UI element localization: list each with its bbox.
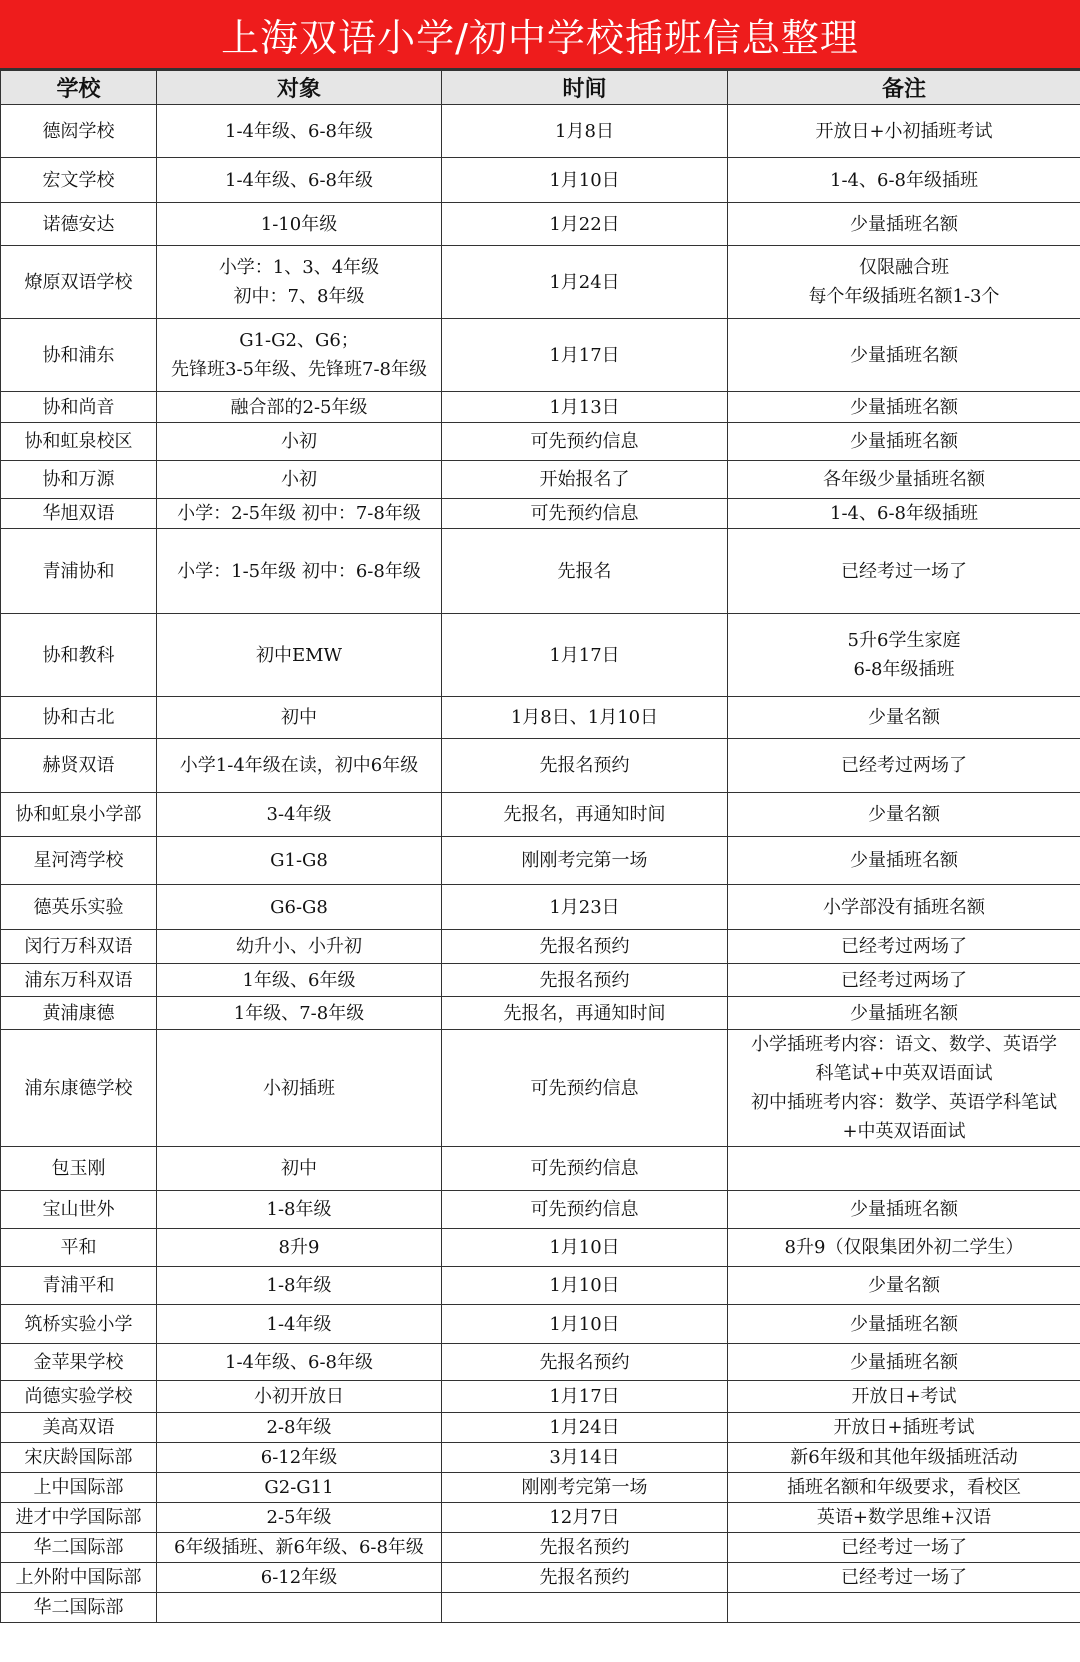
table-row — [1, 1473, 1080, 1503]
cell-time: 1月17日 — [442, 614, 728, 697]
table-row — [1, 793, 1080, 837]
cell-note: 开放日+考试 — [728, 1381, 1080, 1413]
cell-note: 已经考过两场了 — [728, 964, 1080, 997]
cell-time: 刚刚考完第一场 — [442, 1473, 728, 1503]
table-row — [1, 1533, 1080, 1563]
cell-target: 小学：2-5年级 初中：7-8年级 — [157, 499, 442, 529]
column-header-target: 对象 — [157, 71, 442, 105]
cell-school: 筑桥实验小学 — [1, 1305, 157, 1344]
cell-school: 上中国际部 — [1, 1473, 157, 1503]
table-row — [1, 1229, 1080, 1267]
cell-target: 小学：1-5年级 初中：6-8年级 — [157, 529, 442, 614]
cell-time: 开始报名了 — [442, 461, 728, 499]
cell-note: 少量插班名额 — [728, 319, 1080, 392]
cell-note: 少量名额 — [728, 697, 1080, 739]
cell-time: 可先预约信息 — [442, 1191, 728, 1229]
cell-school: 星河湾学校 — [1, 837, 157, 885]
cell-note: 少量插班名额 — [728, 203, 1080, 246]
cell-target: 1-8年级 — [157, 1267, 442, 1305]
table-row — [1, 997, 1080, 1030]
cell-time: 先报名，再通知时间 — [442, 793, 728, 837]
cell-note: 开放日+小初插班考试 — [728, 105, 1080, 158]
cell-target — [157, 1593, 442, 1623]
cell-target: G1-G8 — [157, 837, 442, 885]
cell-school: 黄浦康德 — [1, 997, 157, 1030]
cell-time: 可先预约信息 — [442, 423, 728, 461]
cell-school: 华二国际部 — [1, 1533, 157, 1563]
cell-school: 包玉刚 — [1, 1147, 157, 1191]
cell-school: 美高双语 — [1, 1413, 157, 1443]
cell-target: 3-4年级 — [157, 793, 442, 837]
cell-school: 协和浦东 — [1, 319, 157, 392]
cell-note: 新6年级和其他年级插班活动 — [728, 1443, 1080, 1473]
cell-note: 仅限融合班 每个年级插班名额1-3个 — [728, 246, 1080, 319]
cell-school: 协和教科 — [1, 614, 157, 697]
cell-school: 进才中学国际部 — [1, 1503, 157, 1533]
table-row — [1, 885, 1080, 930]
cell-target: 融合部的2-5年级 — [157, 392, 442, 423]
cell-time: 刚刚考完第一场 — [442, 837, 728, 885]
cell-target: 2-5年级 — [157, 1503, 442, 1533]
cell-note: 5升6学生家庭 6-8年级插班 — [728, 614, 1080, 697]
cell-target: 8升9 — [157, 1229, 442, 1267]
cell-note: 开放日+插班考试 — [728, 1413, 1080, 1443]
cell-note: 插班名额和年级要求，看校区 — [728, 1473, 1080, 1503]
cell-note — [728, 1593, 1080, 1623]
table-row — [1, 105, 1080, 158]
cell-school: 协和尚音 — [1, 392, 157, 423]
cell-school: 宏文学校 — [1, 158, 157, 203]
cell-note: 少量名额 — [728, 793, 1080, 837]
cell-target: 1-10年级 — [157, 203, 442, 246]
table-row — [1, 837, 1080, 885]
cell-note: 已经考过一场了 — [728, 1533, 1080, 1563]
cell-note: 已经考过一场了 — [728, 529, 1080, 614]
cell-note: 已经考过一场了 — [728, 1563, 1080, 1593]
cell-school: 浦东万科双语 — [1, 964, 157, 997]
cell-time: 先报名预约 — [442, 1344, 728, 1381]
table-row — [1, 1267, 1080, 1305]
cell-school: 华二国际部 — [1, 1593, 157, 1623]
cell-note: 少量插班名额 — [728, 423, 1080, 461]
table-row — [1, 930, 1080, 964]
cell-school: 华旭双语 — [1, 499, 157, 529]
cell-time: 3月14日 — [442, 1443, 728, 1473]
cell-target: 1-4年级、6-8年级 — [157, 105, 442, 158]
cell-time: 先报名 — [442, 529, 728, 614]
cell-note: 少量插班名额 — [728, 392, 1080, 423]
column-header-time: 时间 — [442, 71, 728, 105]
cell-note: 已经考过两场了 — [728, 930, 1080, 964]
cell-time: 可先预约信息 — [442, 499, 728, 529]
table-row — [1, 499, 1080, 529]
column-header-school: 学校 — [1, 71, 157, 105]
cell-school: 浦东康德学校 — [1, 1030, 157, 1147]
table-row — [1, 739, 1080, 793]
table-row — [1, 319, 1080, 392]
cell-school: 协和虹泉校区 — [1, 423, 157, 461]
cell-note: 8升9（仅限集团外初二学生） — [728, 1229, 1080, 1267]
cell-target: 1年级、7-8年级 — [157, 997, 442, 1030]
cell-time: 12月7日 — [442, 1503, 728, 1533]
cell-time: 1月10日 — [442, 1267, 728, 1305]
table-row — [1, 1503, 1080, 1533]
cell-target: 1年级、6年级 — [157, 964, 442, 997]
cell-target: 2-8年级 — [157, 1413, 442, 1443]
table-row — [1, 1305, 1080, 1344]
cell-time: 1月22日 — [442, 203, 728, 246]
table-row — [1, 1147, 1080, 1191]
cell-school: 宝山世外 — [1, 1191, 157, 1229]
cell-time: 先报名预约 — [442, 1563, 728, 1593]
cell-time: 先报名预约 — [442, 964, 728, 997]
table-row — [1, 203, 1080, 246]
cell-target: 初中 — [157, 697, 442, 739]
cell-school: 赫贤双语 — [1, 739, 157, 793]
cell-note: 少量插班名额 — [728, 1191, 1080, 1229]
table-row — [1, 614, 1080, 697]
cell-school: 诺德安达 — [1, 203, 157, 246]
table-row — [1, 423, 1080, 461]
table-row — [1, 697, 1080, 739]
cell-target: 初中 — [157, 1147, 442, 1191]
cell-time: 1月8日 — [442, 105, 728, 158]
table-row — [1, 1191, 1080, 1229]
cell-target: 1-4年级 — [157, 1305, 442, 1344]
cell-time — [442, 1593, 728, 1623]
cell-time: 1月8日、1月10日 — [442, 697, 728, 739]
table-row — [1, 461, 1080, 499]
cell-school: 德英乐实验 — [1, 885, 157, 930]
cell-school: 青浦平和 — [1, 1267, 157, 1305]
cell-school: 燎原双语学校 — [1, 246, 157, 319]
cell-time: 先报名预约 — [442, 930, 728, 964]
cell-note: 少量插班名额 — [728, 1344, 1080, 1381]
cell-school: 金苹果学校 — [1, 1344, 157, 1381]
table-row — [1, 1344, 1080, 1381]
cell-target: 小初 — [157, 461, 442, 499]
cell-school: 青浦协和 — [1, 529, 157, 614]
cell-target: G1-G2、G6； 先锋班3-5年级、先锋班7-8年级 — [157, 319, 442, 392]
cell-note: 已经考过两场了 — [728, 739, 1080, 793]
cell-target: 小初 — [157, 423, 442, 461]
cell-time: 1月10日 — [442, 1305, 728, 1344]
cell-note: 少量插班名额 — [728, 837, 1080, 885]
table-row — [1, 529, 1080, 614]
cell-note: 1-4、6-8年级插班 — [728, 499, 1080, 529]
cell-target: G6-G8 — [157, 885, 442, 930]
cell-note: 小学部没有插班名额 — [728, 885, 1080, 930]
cell-note: 少量名额 — [728, 1267, 1080, 1305]
table-row — [1, 246, 1080, 319]
cell-time: 先报名预约 — [442, 1533, 728, 1563]
cell-note: 少量插班名额 — [728, 1305, 1080, 1344]
cell-note: 各年级少量插班名额 — [728, 461, 1080, 499]
cell-time: 1月17日 — [442, 1381, 728, 1413]
cell-target: 幼升小、小升初 — [157, 930, 442, 964]
cell-time: 1月23日 — [442, 885, 728, 930]
cell-target: 初中EMW — [157, 614, 442, 697]
cell-note: 英语+数学思维+汉语 — [728, 1503, 1080, 1533]
cell-time: 可先预约信息 — [442, 1030, 728, 1147]
table-row — [1, 964, 1080, 997]
cell-target: 6年级插班、新6年级、6-8年级 — [157, 1533, 442, 1563]
cell-school: 平和 — [1, 1229, 157, 1267]
cell-school: 尚德实验学校 — [1, 1381, 157, 1413]
cell-time: 先报名预约 — [442, 739, 728, 793]
school-info-table — [0, 70, 1080, 1623]
cell-target: 小初插班 — [157, 1030, 442, 1147]
cell-time: 1月10日 — [442, 158, 728, 203]
cell-time: 1月10日 — [442, 1229, 728, 1267]
cell-note: 少量插班名额 — [728, 997, 1080, 1030]
cell-target: 小初开放日 — [157, 1381, 442, 1413]
cell-target: 小学：1、3、4年级 初中：7、8年级 — [157, 246, 442, 319]
cell-school: 上外附中国际部 — [1, 1563, 157, 1593]
table-row — [1, 1593, 1080, 1623]
cell-note: 1-4、6-8年级插班 — [728, 158, 1080, 203]
cell-school: 协和古北 — [1, 697, 157, 739]
cell-note — [728, 1147, 1080, 1191]
table-row — [1, 1563, 1080, 1593]
table-row — [1, 1381, 1080, 1413]
cell-target: 1-8年级 — [157, 1191, 442, 1229]
cell-time: 1月24日 — [442, 1413, 728, 1443]
cell-target: 6-12年级 — [157, 1443, 442, 1473]
table-header-row — [1, 71, 1080, 105]
cell-school: 闵行万科双语 — [1, 930, 157, 964]
cell-target: 1-4年级、6-8年级 — [157, 158, 442, 203]
cell-school: 德闳学校 — [1, 105, 157, 158]
cell-school: 协和虹泉小学部 — [1, 793, 157, 837]
cell-target: 小学1-4年级在读，初中6年级 — [157, 739, 442, 793]
cell-time: 1月13日 — [442, 392, 728, 423]
cell-note: 小学插班考内容：语文、数学、英语学 科笔试+中英双语面试 初中插班考内容：数学、英语学科笔试 +中英双语面试 — [728, 1030, 1080, 1147]
column-header-note: 备注 — [728, 71, 1080, 105]
cell-target: G2-G11 — [157, 1473, 442, 1503]
cell-target: 6-12年级 — [157, 1563, 442, 1593]
table-row — [1, 158, 1080, 203]
cell-school: 协和万源 — [1, 461, 157, 499]
cell-time: 可先预约信息 — [442, 1147, 728, 1191]
table-row — [1, 1443, 1080, 1473]
table-body — [1, 105, 1080, 1623]
cell-time: 1月24日 — [442, 246, 728, 319]
cell-time: 1月17日 — [442, 319, 728, 392]
table-row — [1, 1413, 1080, 1443]
cell-school: 宋庆龄国际部 — [1, 1443, 157, 1473]
table-row — [1, 1030, 1080, 1147]
page-title: 上海双语小学/初中学校插班信息整理 — [0, 0, 1080, 70]
table-row — [1, 392, 1080, 423]
cell-time: 先报名，再通知时间 — [442, 997, 728, 1030]
cell-target: 1-4年级、6-8年级 — [157, 1344, 442, 1381]
